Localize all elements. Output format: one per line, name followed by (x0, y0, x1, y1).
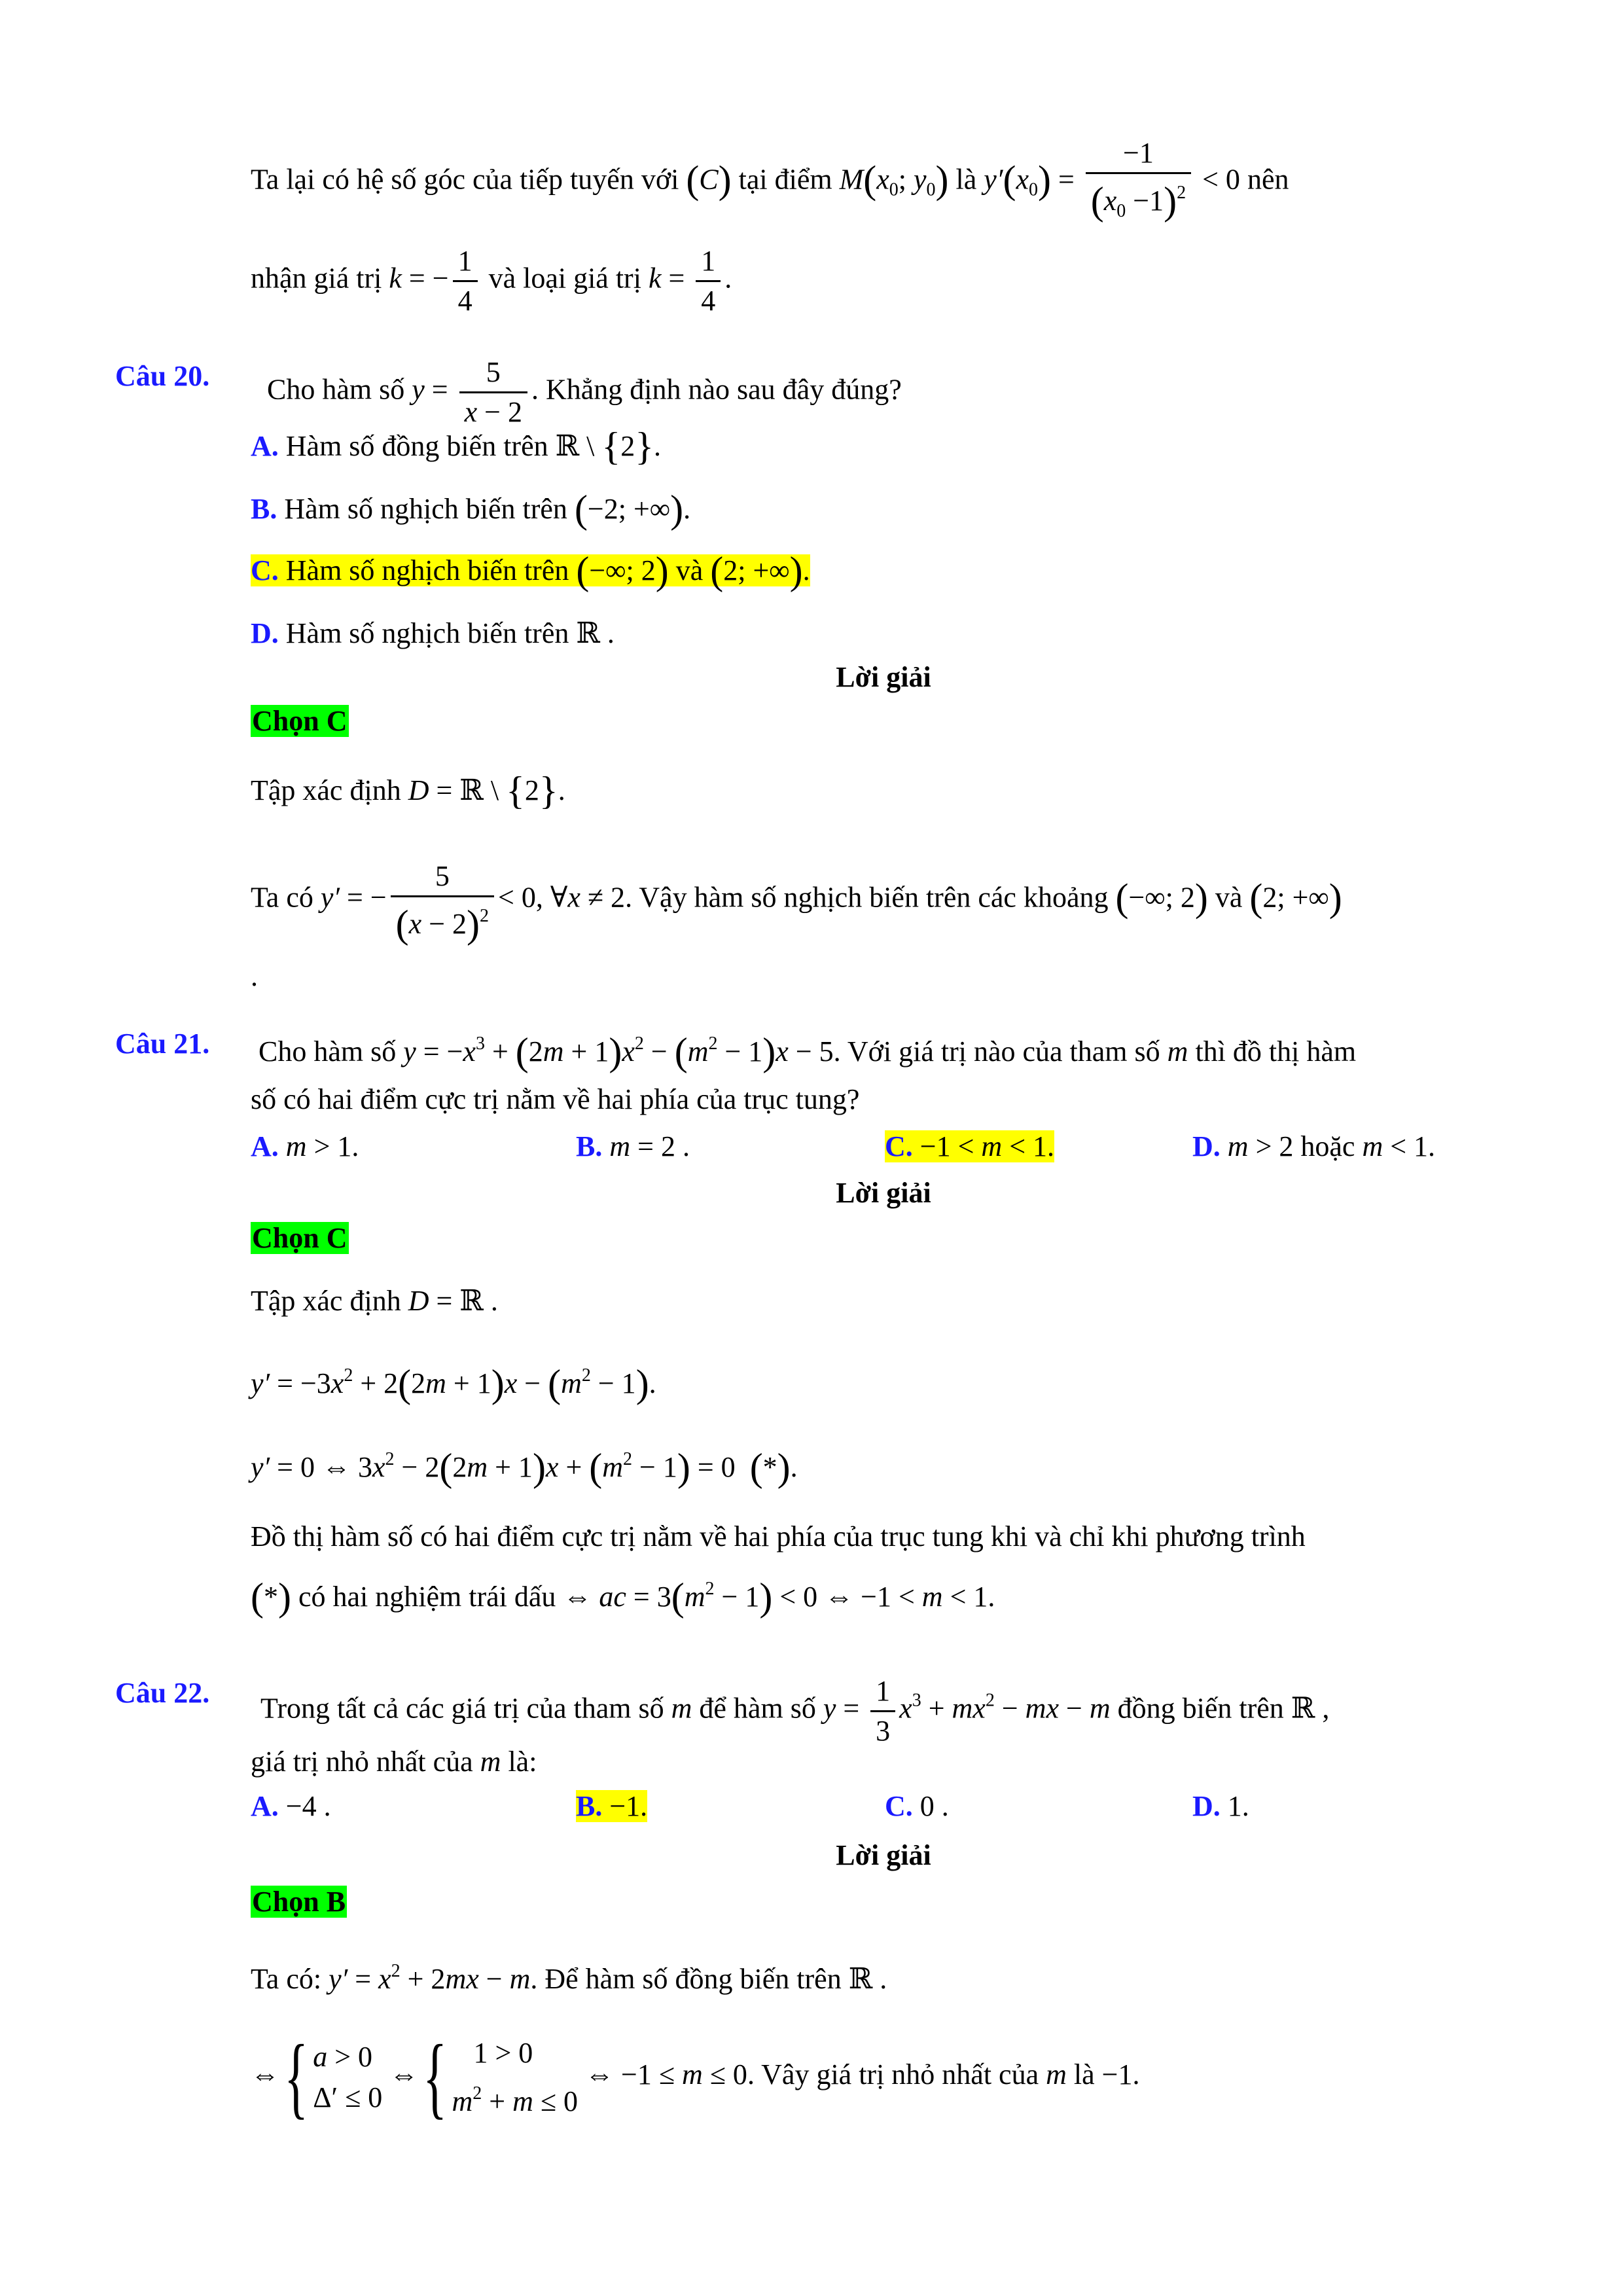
q22-stem-1: Trong tất cả các giá trị của tham số m để hàm số y = $\frac{1}{3}$ $x^3 + mx^2$ − mx − m đồng biến trên ℝ , (260, 1672, 1329, 1750)
q22-solution-heading: Lời giải (836, 1839, 931, 1871)
q21-choose: Chọn C (252, 1222, 348, 1254)
q21-condition-2: (*) có hai nghiệm trái dấu ⇔ ac = $3(m^2 - 1) < 0$ ⇔ −1 < m < 1. (251, 1575, 995, 1619)
q22-system: ⇔{ a > 0 Δ′ ≤ 0 ⇔{ 1 > 0 $m^2 + m \le 0$ ⇔ −1 ≤ m ≤ 0. Vây giá trị nhỏ nhất của m là −1. (251, 2026, 1140, 2128)
q20-option-a[interactable]: A. Hàm số đồng biến trên ℝ \ {2}. (251, 425, 662, 468)
q20-domain: Tập xác định D = ℝ \ {2}. (251, 769, 565, 812)
intro-text: Ta lại có hệ số góc của tiếp tuyến với (251, 163, 679, 196)
q21-stem-2: số có hai điểm cực trị nằm về hai phía của trục tung? (251, 1083, 860, 1115)
q21-option-a[interactable]: A. m > 1. (251, 1130, 359, 1162)
q22-stem-2: giá trị nhỏ nhất của m là: (251, 1746, 537, 1778)
q22-option-c[interactable]: C. 0 . (885, 1790, 949, 1822)
q20-period: . (251, 960, 258, 992)
q20-option-d[interactable]: D. Hàm số nghịch biến trên ℝ . (251, 617, 615, 649)
intro-line-1: Ta lại có hệ số góc của tiếp tuyến với (C) tại điểm $M(x_0$; $y_0$) là $y'(x_0)$ = $\frac{-1}{(x_0 -1)^2}$ < 0 nên (251, 134, 1289, 230)
q22-derivative: Ta có: $y' = x^2 + 2mx - m$. Để hàm số đồng biến trên ℝ . (251, 1961, 887, 1995)
q20-derivative: Ta có y′ = − $\frac{5}{(x - 2)^2}$ < 0, ∀x ≠ 2. Vậy hàm số nghịch biến trên các khoảng (−∞; 2) và (2; +∞) (251, 857, 1342, 943)
q21-option-d[interactable]: D. m > 2 hoặc m < 1. (1192, 1130, 1436, 1162)
q21-stem-1: Cho hàm số $y = -x^3 + (2m + 1)x^2 - (m^2 - 1)x - 5$. Với giá trị nào của tham số m thì đồ thị hàm (259, 1030, 1357, 1073)
intro-line-2: nhận giá trị k = − $\frac{1}{4}$ và loại giá trị k = $\frac{1}{4}$ . (251, 242, 732, 320)
q21-option-b[interactable]: B. m = 2 . (576, 1130, 690, 1162)
q22-number: Câu 22. (115, 1677, 210, 1709)
q22-option-d[interactable]: D. 1. (1192, 1790, 1249, 1822)
q21-domain: Tập xác định D = ℝ . (251, 1285, 498, 1317)
q20-stem: Cho hàm số y = $\frac{5}{x - 2}$ . Khẳng định nào sau đây đúng? (267, 353, 902, 431)
q21-equation: y′ = 0 ⇔ $3x^2 - 2(2m + 1)x + (m^2 - 1) = 0$ (*). (251, 1446, 798, 1489)
q21-option-c[interactable]: C. −1 < m < 1. (885, 1130, 1055, 1162)
q20-option-b[interactable]: B. Hàm số nghịch biến trên (−2; +∞). (251, 488, 691, 531)
q20-number: Câu 20. (115, 360, 210, 392)
q20-option-c[interactable]: C. Hàm số nghịch biến trên (−∞; 2) và (2; +∞). (251, 549, 810, 592)
q22-option-b[interactable]: B. −1. (576, 1790, 648, 1822)
q21-condition-1: Đồ thị hàm số có hai điểm cực trị nằm về hai phía của trục tung khi và chỉ khi phương trình (251, 1520, 1306, 1552)
q21-solution-heading: Lời giải (836, 1177, 931, 1209)
q22-choose: Chọn B (252, 1886, 346, 1918)
q20-choose: Chọn C (252, 705, 348, 737)
q21-derivative: $y' = -3x^2 + 2(2m + 1)x - (m^2 - 1)$. (251, 1362, 656, 1405)
q20-solution-heading: Lời giải (836, 661, 931, 693)
q22-option-a[interactable]: A. −4 . (251, 1790, 331, 1822)
q21-number: Câu 21. (115, 1028, 210, 1060)
